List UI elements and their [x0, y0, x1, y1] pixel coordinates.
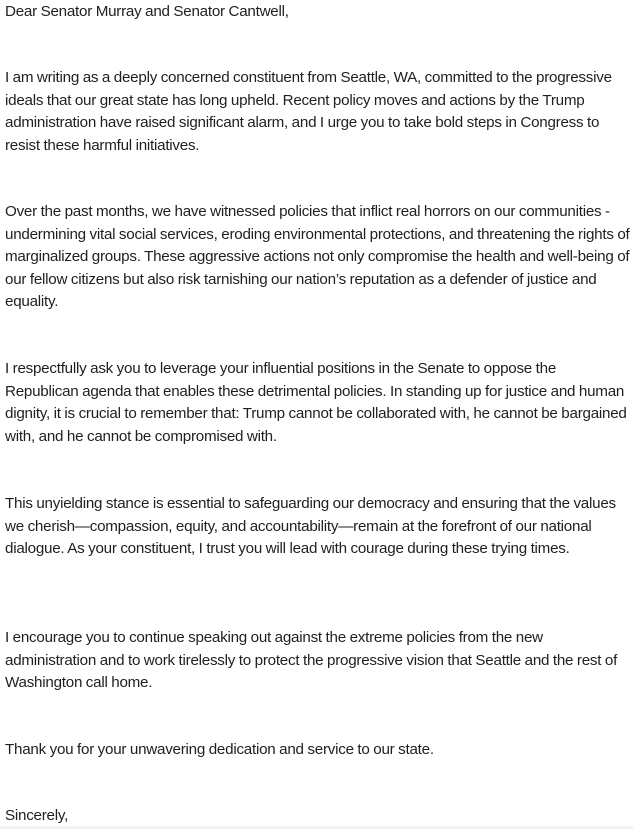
letter-closing: Sincerely, [5, 807, 69, 824]
letter-paragraph-concerns: Over the past months, we have witnessed policies that inflict real horrors on our communities - undermining vital social services, eroding environmental protections, and threatening the rights of marginalized groups. These aggressive actions not only compromise the health and well-being of our fellow citizens but also risk tarnishing our nation’s reputation as a defender of justice and equality. [5, 203, 630, 310]
letter-paragraph-encouragement: I encourage you to continue speaking out against the extreme policies from the new administration and to work tirelessly to protect the progressive vision that Seattle and the rest of Washington call home. [5, 629, 618, 691]
letter-paragraph-intro: I am writing as a deeply concerned constituent from Seattle, WA, committed to the progressive ideals that our great state has long upheld. Recent policy moves and actions by the Trump administration have raised significant alarm, and I urge you to take bold steps in Congress to resist these harmful initiatives. [5, 69, 612, 154]
letter-paragraph-request: I respectfully ask you to leverage your influential positions in the Senate to oppose the Republican agenda that enables these detrimental policies. In standing up for justice and human dignity, it is crucial to remember that: Trump cannot be collaborated with, he cannot be bargained with, and he cannot be compromised with. [5, 360, 627, 445]
letter-greeting: Dear Senator Murray and Senator Cantwell, [5, 3, 289, 20]
letter-paragraph-thanks: Thank you for your unwavering dedication and service to our state. [5, 741, 434, 758]
letter-paragraph-stance: This unyielding stance is essential to safeguarding our democracy and ensuring that the values we cherish—compassion, equity, and accountability—remain at the forefront of our national dialogue. As your constituent, I trust you will lead with courage during these trying times. [5, 495, 616, 557]
